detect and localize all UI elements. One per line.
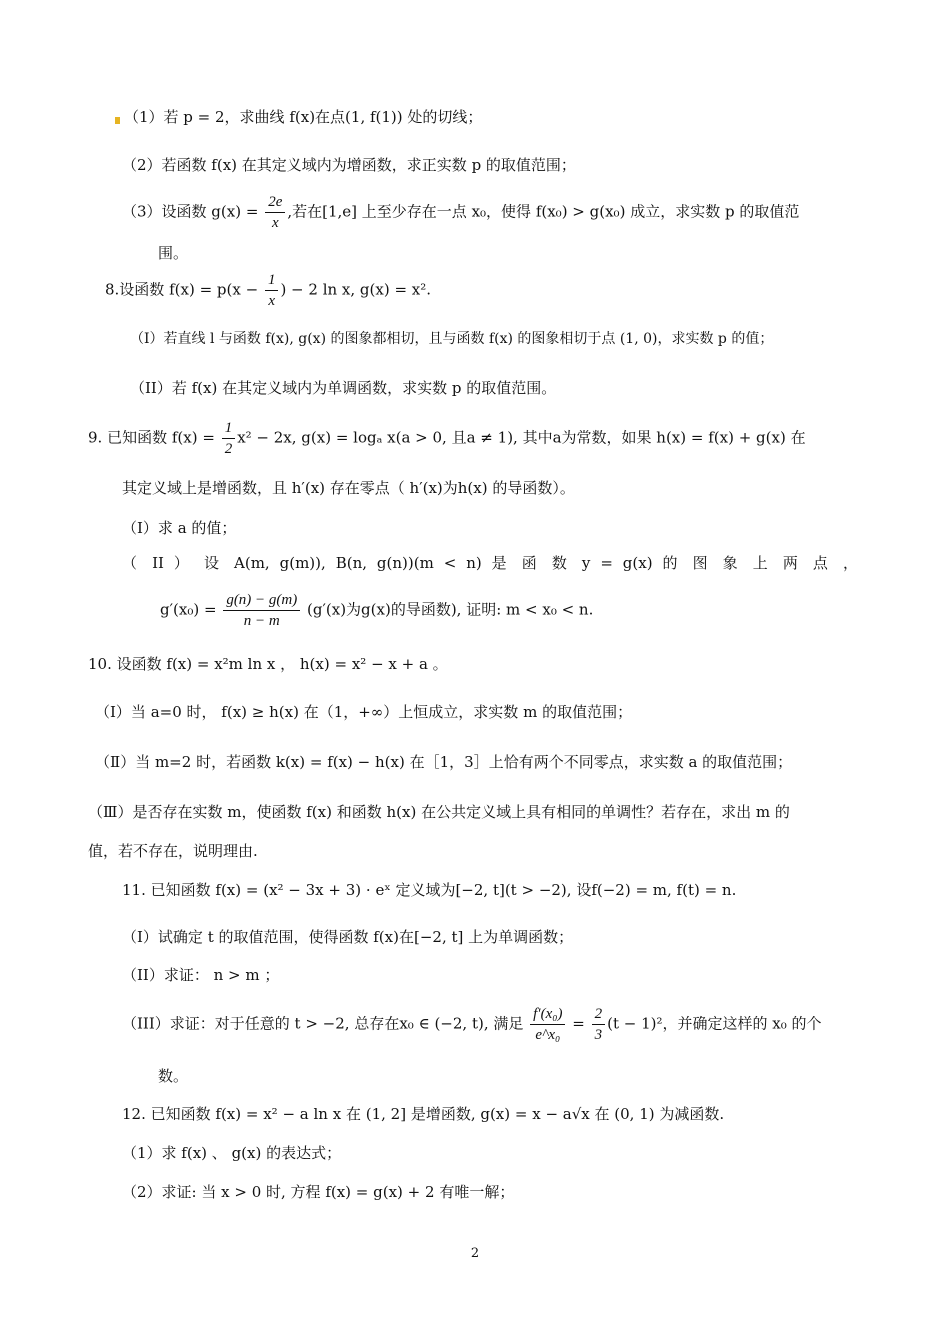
fraction: $\frac{g(n) - g(m)}{n - m}$ [223, 590, 300, 631]
problem-12-part-2: （2）求证: 当 x > 0 时, 方程 f(x) = g(x) + 2 有唯一解； [122, 1183, 515, 1201]
problem-10-part-iii-cont: 值，若不存在，说明理由. [88, 842, 258, 860]
problem-11-heading: 11. 已知函数 f(x) = (x² − 3x + 3) · eˣ 定义域为[−2, t](t > −2), 设f(−2) = m, f(t) = n. [122, 881, 737, 899]
problem-11-part-iii-cont: 数。 [158, 1067, 189, 1085]
problem-8-part-i: （I）若直线 l 与函数 f(x), g(x) 的图象都相切，且与函数 f(x) 的图象相切于点 (1, 0)，求实数 p 的值； [130, 331, 774, 347]
fraction: $\frac{2e}{x}$ [265, 192, 285, 233]
problem-10-part-ii: （Ⅱ）当 m=2 时，若函数 k(x) = f(x) − h(x) 在［1，3］上恰有两个不同零点，求实数 a 的取值范围； [95, 753, 793, 771]
problem-9-heading-cont: 其定义域上是增函数，且 h′(x) 存在零点（ h′(x)为h(x) 的导函数）。 [122, 479, 575, 497]
problem-10-part-i: （Ⅰ）当 a=0 时， f(x) ≥ h(x) 在（1，+∞）上恒成立，求实数 m 的取值范围； [95, 703, 633, 721]
problem-11-part-iii: （III）求证：对于任意的 t > −2, 总存在x₀ ∈ (−2, t), 满足 $\frac{\text{f′(x₀)}}{\text{e\textasciicircum{}x₀}}$ = $\frac{2}{3}$ (t − 1)²，并确定这样的 x₀ 的个 [122, 1006, 822, 1043]
problem-10-heading: 10. 设函数 f(x) = x²m ln x ， h(x) = x² − x + a 。 [88, 655, 448, 673]
edit-marker-icon [115, 117, 120, 124]
problem-7-part-1: （1）若 p = 2，求曲线 f(x)在点(1, f(1)) 处的切线； [115, 106, 482, 128]
problem-9-heading: 9. 已知函数 f(x) = $\frac{1}{2}$ x² − 2x, g(x) = logₐ x(a > 0, 且a ≠ 1), 其中a为常数，如果 h(x) = f(x) + g(x) 在 [88, 420, 806, 457]
fraction: $\frac{\text{f′(x₀)}}{\text{e\textasciicircum{}x₀}}$ [530, 1004, 565, 1045]
fraction: $\frac{1}{x}$ [265, 270, 279, 311]
problem-9-part-i: （I）求 a 的值； [122, 519, 237, 537]
problem-8-part-ii: （II）若 f(x) 在其定义域内为单调函数，求实数 p 的取值范围。 [130, 379, 557, 397]
page-number: 2 [470, 1246, 480, 1261]
problem-7-part-3: （3）设函数 g(x) = $\frac{2e}{x}$ ,若在[1,e] 上至少存在一点 x₀，使得 f(x₀) > g(x₀) 成立，求实数 p 的取值范 [122, 194, 800, 231]
problem-9-part-ii-formula: g′(x₀) = $\frac{g(n) - g(m)}{n - m}$ (g′(x)为g(x)的导函数), 证明: m < x₀ < n. [160, 592, 594, 629]
problem-12-heading: 12. 已知函数 f(x) = x² − a ln x 在 (1, 2] 是增函数, g(x) = x − a√x 在 (0, 1) 为减函数. [122, 1105, 725, 1123]
problem-8-heading: 8.设函数 f(x) = p(x − $\frac{1}{x}$ ) − 2 ln x, g(x) = x². [105, 272, 432, 309]
fraction: $\frac{2}{3}$ [592, 1004, 606, 1045]
problem-12-part-1: （1）求 f(x) 、 g(x) 的表达式； [122, 1144, 342, 1162]
problem-7-part-2: （2）若函数 f(x) 在其定义域内为增函数，求正实数 p 的取值范围； [122, 156, 576, 174]
fraction: $\frac{1}{2}$ [222, 418, 236, 459]
problem-9-part-ii: （ II ） 设 A(m, g(m)), B(n, g(n))(m < n) 是 函 数 y = g(x) 的 图 象 上 两 点 ， [122, 554, 858, 572]
problem-11-part-ii: （II）求证： n > m ； [122, 966, 280, 984]
problem-7-part-3-cont: 围。 [158, 244, 189, 262]
problem-10-part-iii: （Ⅲ）是否存在实数 m，使函数 f(x) 和函数 h(x) 在公共定义域上具有相同的单调性？若存在，求出 m 的 [88, 803, 790, 821]
problem-11-part-i: （I）试确定 t 的取值范围，使得函数 f(x)在[−2, t] 上为单调函数； [122, 928, 574, 946]
